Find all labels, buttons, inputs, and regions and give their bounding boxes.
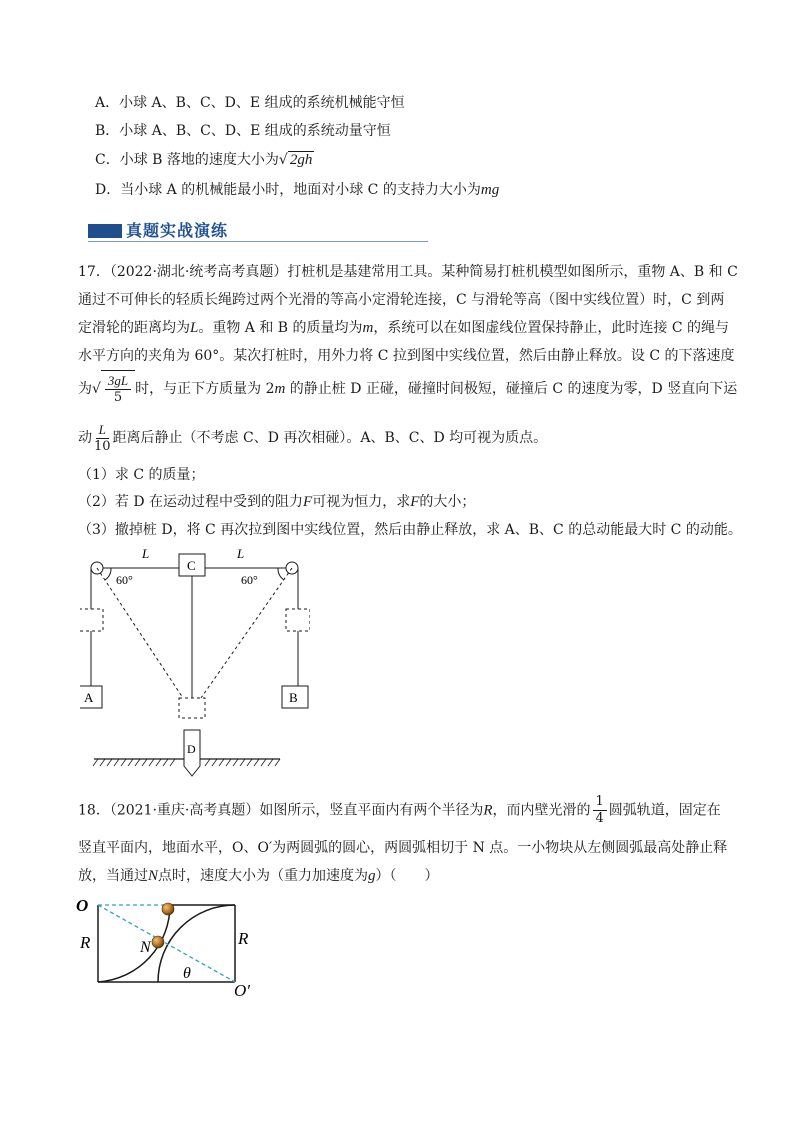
q17-line3-a: 定滑轮的距离均为 xyxy=(78,320,190,336)
dashed-diagonal xyxy=(98,905,235,982)
label-r-right: R xyxy=(238,929,249,948)
box-c-dashed xyxy=(179,698,205,718)
label-angle-right: 60° xyxy=(241,573,258,587)
q18-line3-a: 放，当通过 xyxy=(78,868,148,884)
q18-line3-b: 点时，速度大小为（重力加速度为 xyxy=(158,868,369,884)
q17-line2: 通过不可伸长的轻质长绳跨过两个光滑的等高小定滑轮连接，C 与滑轮等高（图中实线位置）时，C 到两 xyxy=(78,292,725,308)
label-c: C xyxy=(187,558,196,573)
var-n: N xyxy=(148,868,159,884)
q17-line5-c: 的静止桩 D 正碰，碰撞时间极短，碰撞后 C 的速度为零，D 竖直向下运 xyxy=(285,381,738,397)
q17-sub2-c: 的大小； xyxy=(419,494,476,510)
section-title: 真题实战演练 xyxy=(126,221,229,240)
label-d: D xyxy=(187,742,196,756)
right-angle-arc xyxy=(278,568,284,580)
option-c xyxy=(95,150,314,170)
sqrt-body xyxy=(101,370,135,407)
sqrt-fraction xyxy=(105,373,131,406)
var-f-2: F xyxy=(410,494,420,510)
banner-rule xyxy=(88,241,428,242)
label-b: B xyxy=(289,690,298,705)
var-m: m xyxy=(362,320,374,336)
q17-sub2-a: （2）若 D 在运动过程中受到的阻力 xyxy=(78,494,304,510)
label-angle-left: 60° xyxy=(116,573,133,587)
q18-line1-a: 18．（2021·重庆·高考真题）如图所示，竖直平面内有两个半径为 xyxy=(78,802,484,819)
q17-sub2-b: 可视为恒力，求 xyxy=(312,494,411,510)
q17-line6-a: 动 xyxy=(78,430,92,446)
q17-sub3: （3）撤掉桩 D，将 C 再次拉到图中实线位置，然后由静止释放，求 A、B、C 的总动能最大时 C 的动能。 xyxy=(78,522,742,538)
box-b-dashed xyxy=(286,609,310,631)
q18-line1-b: ，而内壁光滑的 xyxy=(492,802,591,819)
q17-line3-c: ，系统可以在如图虚线位置保持静止，此时连接 C 的绳与 xyxy=(373,320,730,336)
option-d xyxy=(95,180,499,200)
frac-numerator: L xyxy=(96,422,109,439)
q17-line5 xyxy=(78,370,737,407)
quarter-numerator: 1 xyxy=(593,794,607,811)
q17-line3-b: 。重物 A 和 B 的质量均为 xyxy=(198,320,363,336)
option-b: B．小球 A、B、C、D、E 组成的系统动量守恒 xyxy=(95,123,391,139)
q18-line3 xyxy=(78,866,439,886)
option-a: A．小球 A、B、C、D、E 组成的系统机械能守恒 xyxy=(95,95,405,111)
arc-track-figure xyxy=(70,890,270,1000)
banner-bar xyxy=(88,224,122,238)
sqrt-radicand: 2gh xyxy=(289,152,313,168)
frac-denominator: 10 xyxy=(94,438,111,454)
q18-line1-c: 圆弧轨道，固定在 xyxy=(608,802,721,819)
q17-line3 xyxy=(78,318,729,338)
q17-line6-b: 距离后静止（不考虑 C、D 再次相碰）。A、B、C、D 均可视为质点。 xyxy=(112,430,548,446)
q18-line3-c: ）（ ） xyxy=(375,868,439,884)
label-o: O xyxy=(76,896,89,915)
quarter-fraction xyxy=(593,794,607,827)
option-d-math: mg xyxy=(480,182,500,198)
var-l: L xyxy=(190,320,199,336)
ball-n-icon xyxy=(152,936,164,948)
option-c-text: C．小球 B 落地的速度大小为 xyxy=(95,152,279,168)
pile-driver-figure xyxy=(80,540,310,780)
label-theta: θ xyxy=(183,965,191,982)
sqrt-numerator: 3gL xyxy=(105,373,131,390)
q17-sub2 xyxy=(78,492,475,512)
right-dashed-rope xyxy=(201,568,292,698)
var-g: g xyxy=(368,868,376,884)
q17-line5-b: 时，与正下方质量为 2 xyxy=(135,381,275,397)
label-n: N xyxy=(140,939,151,956)
var-f: F xyxy=(303,494,313,510)
q18-line1 xyxy=(78,794,721,827)
q17-line6 xyxy=(78,420,547,456)
q18-line2: 竖直平面内，地面水平，O、O′为两圆弧的圆心，两圆弧相切于 N 点。一小物块从左侧圆弧最高处静止释 xyxy=(78,840,728,856)
distance-fraction xyxy=(94,422,111,455)
var-r: R xyxy=(483,802,493,819)
left-dashed-rope xyxy=(97,568,183,698)
option-d-text: D．当小球 A 的机械能最小时，地面对小球 C 的支持力大小为 xyxy=(95,182,481,198)
sqrt-denominator: 5 xyxy=(113,389,123,405)
label-o-prime: O′ xyxy=(234,981,250,1000)
box-a-dashed xyxy=(80,609,103,631)
q17-line5-a: 为 xyxy=(78,381,92,397)
label-a: A xyxy=(84,690,94,705)
q17-sub1: （1）求 C 的质量； xyxy=(78,467,205,483)
q17-line4: 水平方向的夹角为 60°。某次打桩时，用外力将 C 拉到图中实线位置，然后由静止释放。设 C 的下落速度 xyxy=(78,348,735,364)
quarter-denominator: 4 xyxy=(595,811,604,826)
label-l-right: L xyxy=(237,546,245,561)
var-m-2: m xyxy=(274,381,286,397)
sqrt-expression: √ 2gh xyxy=(278,152,313,168)
section-banner xyxy=(88,220,428,242)
left-angle-arc xyxy=(105,568,111,580)
ball-top-icon xyxy=(162,903,174,915)
q17-line1: 17．（2022·湖北·统考高考真题）打桩机是基建常用工具。某种简易打桩机模型如图所示，重物 A、B 和 C xyxy=(78,264,738,280)
velocity-sqrt: √ $\frac{3gL}{5}$ xyxy=(92,370,135,407)
label-l-left: L xyxy=(142,546,150,561)
label-r-left: R xyxy=(80,933,91,952)
